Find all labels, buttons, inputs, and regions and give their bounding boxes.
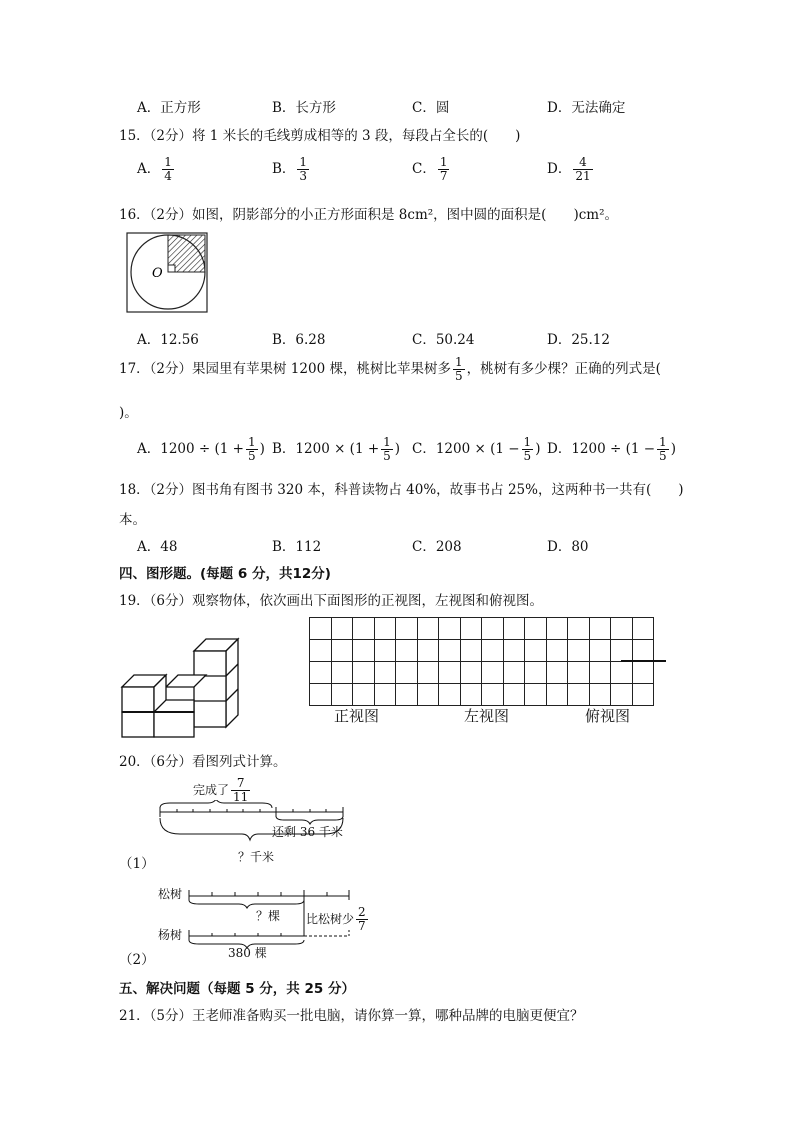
q16-option-a: A．12.56 <box>137 332 199 348</box>
q15-option-b: B． $\frac{1}{3}$ <box>272 155 308 183</box>
q17-stem-cont: )。 <box>119 405 138 421</box>
remain-label: 还剩 36 千米 <box>272 825 343 839</box>
fraction: $\frac{1}{4}$ <box>164 155 172 183</box>
q17-option-d: D．1200 ÷ (1 − $\frac{1}{5}$ ) <box>547 435 676 463</box>
q15-option-c: C． $\frac{1}{7}$ <box>412 155 448 183</box>
left-view-label: 左视图 <box>464 707 510 725</box>
total-label: ？千米 <box>238 850 275 864</box>
fraction: $\frac{7}{11}$ <box>233 776 249 804</box>
center-label: O <box>152 266 163 281</box>
q17-option-a: A．1200 ÷ (1 + $\frac{1}{5}$ ) <box>137 435 265 463</box>
q16-option-c: C．50.24 <box>412 332 475 348</box>
fraction: $\frac{1}{3}$ <box>299 155 308 183</box>
done-label: 完成了 $\frac{7}{11}$ <box>193 776 249 804</box>
part-2-label: （2） <box>119 952 155 968</box>
fraction: $\frac{2}{7}$ <box>358 905 366 933</box>
grid-bold-line <box>621 660 666 662</box>
q18-option-d: D．80 <box>547 539 589 555</box>
q19-stem: 19．（6分）观察物体，依次画出下面图形的正视图，左视图和俯视图。 <box>119 593 544 609</box>
fraction: $\frac{4}{21}$ <box>575 155 591 183</box>
fraction: $\frac{1}{5}$ <box>454 355 463 383</box>
q16-option-d: D．25.12 <box>547 332 610 348</box>
poplar-label: 杨树 <box>158 928 183 942</box>
q16-stem: 16．（2分）如图，阴影部分的小正方形面积是 8cm²，图中圆的面积是( )cm²。 <box>119 207 618 223</box>
fraction: $\frac{1}{7}$ <box>439 155 448 183</box>
section-4-heading: 四、图形题。(每题 6 分，共12分) <box>119 566 331 582</box>
circle-square-figure <box>126 232 210 314</box>
q18-stem: 18．（2分）图书角有图书 320 本，科普读物占 40%，故事书占 25%，这两种书一共有( ) <box>119 482 684 498</box>
q15-stem: 15．（2分）将 1 米长的毛线剪成相等的 3 段，每段占全长的( ) <box>119 128 521 144</box>
q20-stem: 20．（6分）看图列式计算。 <box>119 754 287 770</box>
cube-stack-figure <box>120 633 244 739</box>
part-1-label: （1） <box>119 856 155 872</box>
q18-option-a: A．48 <box>137 539 178 555</box>
q16-option-b: B．6.28 <box>272 332 326 348</box>
pine-question-label: ？棵 <box>256 909 281 923</box>
q18-stem-cont: 本。 <box>119 512 146 528</box>
drawing-grid[interactable] <box>309 617 654 706</box>
fraction: $\frac{1}{5}$ <box>659 435 667 463</box>
fraction: $\frac{1}{5}$ <box>523 435 532 463</box>
section-5-heading: 五、解决问题（每题 5 分，共 25 分） <box>119 981 355 997</box>
q15-option-d: D． $\frac{4}{21}$ <box>547 155 591 183</box>
poplar-count-label: 380 棵 <box>228 946 267 960</box>
fraction: $\frac{1}{5}$ <box>247 435 256 463</box>
pine-label: 松树 <box>158 887 183 901</box>
q15-option-a: A． $\frac{1}{4}$ <box>137 155 172 183</box>
q18-option-c: C．208 <box>412 539 462 555</box>
q14-option-d: D．无法确定 <box>547 100 626 116</box>
q14-option-c: C．圆 <box>412 100 450 116</box>
q14-option-a: A．正方形 <box>137 100 201 116</box>
top-view-label: 俯视图 <box>585 707 631 725</box>
less-label: 比松树少 $\frac{2}{7}$ <box>306 905 366 933</box>
q18-option-b: B．112 <box>272 539 322 555</box>
fraction: $\frac{1}{5}$ <box>383 435 391 463</box>
q17-stem: 17．（2分）果园里有苹果树 1200 棵，桃树比苹果树多 $\frac{1}{5}$ ，桃树有多少棵？正确的列式是( <box>119 355 661 383</box>
q17-option-c: C．1200 × (1 − $\frac{1}{5}$ ) <box>412 435 541 463</box>
q21-stem: 21．（5分）王老师准备购买一批电脑，请你算一算，哪种品牌的电脑更便宜？ <box>119 1008 584 1024</box>
q17-option-b: B．1200 × (1 + $\frac{1}{5}$ ) <box>272 435 401 463</box>
q14-option-b: B．长方形 <box>272 100 336 116</box>
front-view-label: 正视图 <box>334 707 380 725</box>
